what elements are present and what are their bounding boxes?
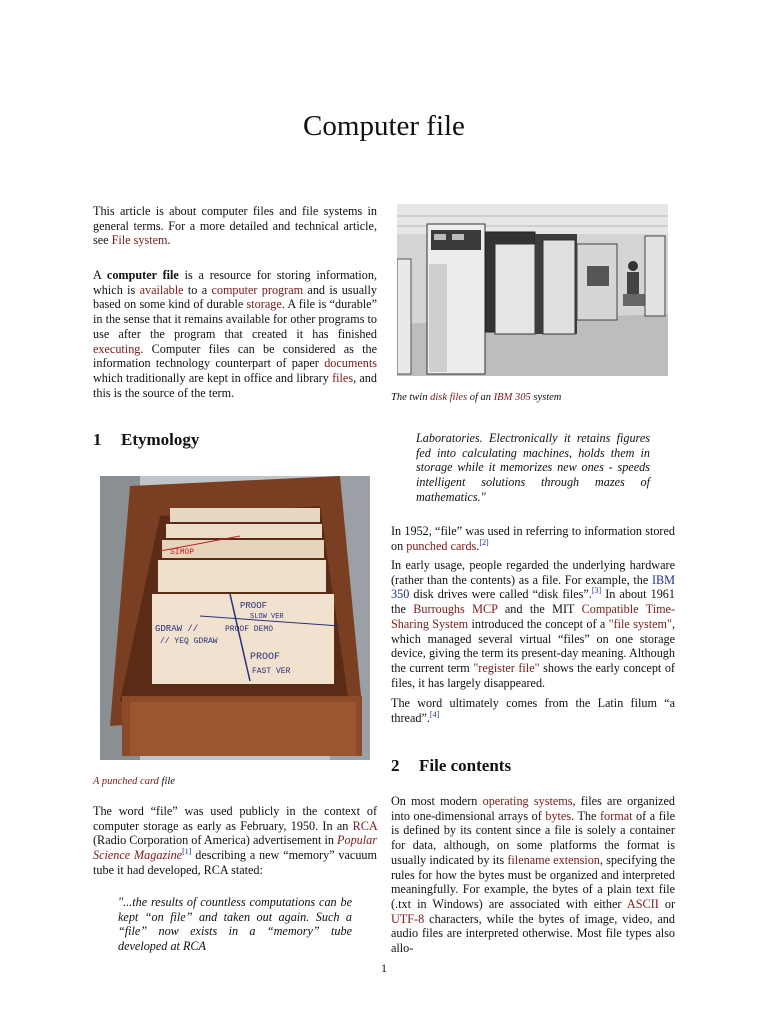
page-title: Computer file [303,110,465,142]
link-ibm-305[interactable]: IBM 305 [493,392,531,403]
punched-card-illustration [100,476,370,760]
link-burroughs-mcp[interactable]: Burroughs MCP [413,602,498,617]
hatnote-text-end: . [167,233,171,248]
link-files[interactable]: files [332,370,354,385]
rca-quote-start: "...the results of countless computations can be kept “on file” and taken out again. Such a “file” now exists in a “memory” tube developed at RCA [118,895,352,954]
ref-4[interactable]: [4] [429,709,440,719]
link-computer-program[interactable]: computer program [211,282,304,297]
link-filename-extension[interactable]: filename extension [507,852,600,867]
link-file-system-2[interactable]: "file system" [608,616,672,631]
figure1-caption: The twin disk files of an IBM 305 system [391,392,562,403]
etymology-paragraph-1: The word “file” was used publicly in the context of computer storage as early as February, 1950. In an RCA (Radio Corporation of America) advertisement in Popular Science Magazine[1] describing a new “memory” vacuum tube it had developed, RCA stated: [93,804,377,877]
section-heading-etymology [93,430,199,450]
link-rca[interactable]: RCA [352,818,377,833]
link-documents[interactable]: documents [324,356,377,371]
link-available[interactable]: available [139,282,184,297]
rca-quote-end: Laboratories. Electronically it retains figures fed into calculating machines, holds them in storage while it memorizes new ones - speeds intelligent solutions through mazes of mathematics." [416,431,650,504]
card-label-gdraw: GDRAW // [155,624,199,634]
term-bold: computer file [106,268,179,282]
etymology-paragraph-4: The word ultimately comes from the Latin filum “a thread”.[4] [391,696,675,725]
link-bytes[interactable]: bytes [545,808,572,823]
card-label-fast-ver: FAST VER [252,667,291,676]
link-executing[interactable]: executing [93,341,141,356]
hatnote [93,204,377,248]
ref-3[interactable]: [3] [591,586,602,596]
ref-1[interactable]: [1] [182,847,192,857]
card-label-slow-ver: SLOW VER [250,613,284,621]
card-label-proof-1: PROOF [240,601,268,611]
section-number: 1 [93,430,102,449]
link-utf-8[interactable]: UTF-8 [391,911,425,926]
section-title: Etymology [121,430,200,449]
link-ibm-350[interactable]: IBM 350 [391,572,675,602]
card-label-yeq-gdraw: // YEQ GDRAW [160,637,218,646]
link-ctss[interactable]: Compatible Time-Sharing System [391,602,676,631]
ibm-305-illustration [397,204,668,376]
figure2-caption: A punched card file [93,776,175,787]
card-label-proof-2: PROOF [250,652,281,663]
link-format[interactable]: format [600,808,633,823]
card-label-proof-demo: PROOF DEMO [225,625,274,634]
card-label-simop: SIMOP [170,548,195,557]
link-register-file[interactable]: "register file" [473,660,540,675]
etymology-paragraph-3: In early usage, people regarded the underlying hardware (rather than the contents) as a file. For example, the IBM 350 disk drives were called “disk files”.[3] In about 1961 the Burroughs MCP and the MIT Compatible Time-Sharing System introduced the concept of a "file system", which managed several virtual “files” on one storage device, giving the term its present-day meaning. Although the current term "register file" shows the early concept of files, it has largely disappeared. [391,558,676,690]
page-number: 1 [381,961,387,975]
link-punched-card[interactable]: A punched card [93,776,159,787]
section-title: File contents [419,756,512,775]
section-number: 2 [391,756,400,775]
link-storage[interactable]: storage [246,297,282,312]
link-punched-cards[interactable]: punched cards [406,538,477,553]
hatnote-text: This article is about computer files and file systems in general terms. For a more detailed and technical article, see [93,204,377,248]
ibm-305-photo [397,204,668,376]
link-operating-systems[interactable]: operating systems [482,794,573,808]
punched-card-photo [100,476,370,760]
link-file-system[interactable]: File system [111,233,168,248]
etymology-paragraph-2: In 1952, “file” was used in referring to information stored on punched cards.[2] [391,524,675,553]
file-contents-paragraph: On most modern operating systems, files are organized into one-dimensional arrays of bytes. The format of a file is defined by its content since a file is solely a container for data, although, on some platforms the format is usually indicated by its filename extension, specifying the rules for how the bytes must be organized and interpreted meaningfully. For example, the bytes of a plain text file (.txt in Windows) are associated with either ASCII or UTF-8 characters, while the bytes of image, video, and audio files are interpreted otherwise. Most file types also allo- [391,794,676,956]
link-popular-science[interactable]: Popular Science Magazine [93,833,377,863]
link-ascii[interactable]: ASCII [626,896,659,911]
ref-2[interactable]: [2] [479,537,489,547]
section-heading-file-contents [391,756,511,776]
intro-paragraph: A computer file is a resource for storing information, which is available to a computer program and is usually based on some kind of durable storage. A file is “durable” in the sense that it remains available for other programs to use after the program that created it has finished executing. Computer files can be considered as the information technology counterpart of paper documents which traditionally are kept in office and library files, and this is the source of the term. [93,268,378,400]
link-disk-files[interactable]: disk files [430,392,468,403]
